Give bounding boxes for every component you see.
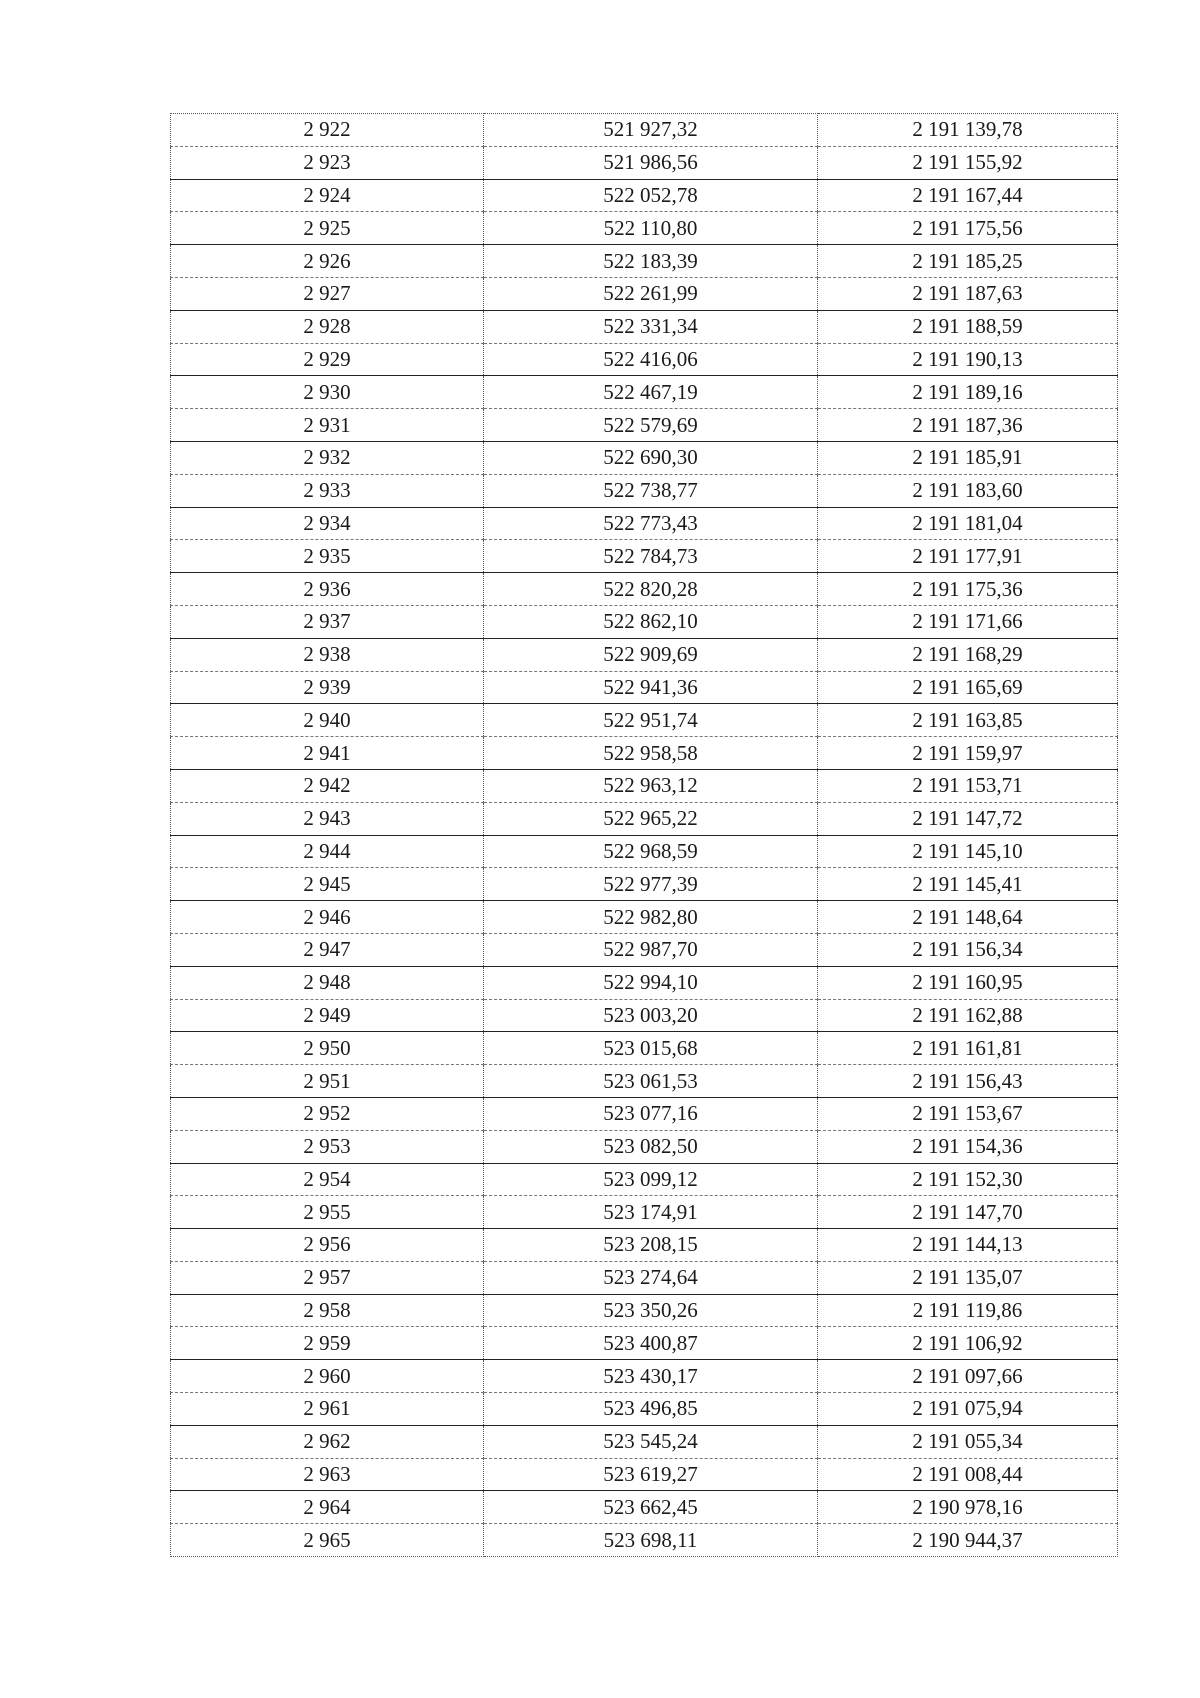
- x-coordinate-cell: 523 274,64: [484, 1261, 818, 1294]
- point-number-cell: 2 952: [171, 1097, 484, 1130]
- table-row: [171, 409, 1118, 442]
- point-number-cell: 2 929: [171, 343, 484, 376]
- point-number-cell: 2 964: [171, 1491, 484, 1524]
- y-coordinate-cell: 2 191 185,25: [818, 245, 1118, 278]
- y-coordinate-cell: 2 191 159,97: [818, 737, 1118, 770]
- x-coordinate-cell: 522 773,43: [484, 507, 818, 540]
- y-coordinate-cell: 2 191 189,16: [818, 376, 1118, 409]
- x-coordinate-cell: 522 941,36: [484, 671, 818, 704]
- x-coordinate-cell: 522 331,34: [484, 310, 818, 343]
- table-row: [171, 1327, 1118, 1360]
- table-row: [171, 441, 1118, 474]
- x-coordinate-cell: 523 619,27: [484, 1458, 818, 1491]
- y-coordinate-cell: 2 191 175,56: [818, 212, 1118, 245]
- y-coordinate-cell: 2 191 187,36: [818, 409, 1118, 442]
- table-row: [171, 605, 1118, 638]
- table-row: [171, 1130, 1118, 1163]
- point-number-cell: 2 927: [171, 277, 484, 310]
- table-row: [171, 277, 1118, 310]
- x-coordinate-cell: 521 986,56: [484, 146, 818, 179]
- y-coordinate-cell: 2 191 147,72: [818, 802, 1118, 835]
- y-coordinate-cell: 2 191 135,07: [818, 1261, 1118, 1294]
- x-coordinate-cell: 522 963,12: [484, 769, 818, 802]
- table-row: [171, 802, 1118, 835]
- table-row: [171, 1491, 1118, 1524]
- point-number-cell: 2 924: [171, 179, 484, 212]
- x-coordinate-cell: 522 467,19: [484, 376, 818, 409]
- point-number-cell: 2 946: [171, 901, 484, 934]
- table-row: [171, 1065, 1118, 1098]
- x-coordinate-cell: 523 015,68: [484, 1032, 818, 1065]
- point-number-cell: 2 947: [171, 933, 484, 966]
- table-row: [171, 671, 1118, 704]
- point-number-cell: 2 950: [171, 1032, 484, 1065]
- y-coordinate-cell: 2 191 155,92: [818, 146, 1118, 179]
- x-coordinate-cell: 522 951,74: [484, 704, 818, 737]
- y-coordinate-cell: 2 191 161,81: [818, 1032, 1118, 1065]
- x-coordinate-cell: 522 977,39: [484, 868, 818, 901]
- point-number-cell: 2 961: [171, 1393, 484, 1426]
- point-number-cell: 2 937: [171, 605, 484, 638]
- point-number-cell: 2 925: [171, 212, 484, 245]
- point-number-cell: 2 959: [171, 1327, 484, 1360]
- y-coordinate-cell: 2 191 156,43: [818, 1065, 1118, 1098]
- table-row: [171, 179, 1118, 212]
- table-row: [171, 769, 1118, 802]
- x-coordinate-cell: 523 430,17: [484, 1360, 818, 1393]
- x-coordinate-cell: 523 174,91: [484, 1196, 818, 1229]
- y-coordinate-cell: 2 191 145,41: [818, 868, 1118, 901]
- point-number-cell: 2 930: [171, 376, 484, 409]
- x-coordinate-cell: 522 784,73: [484, 540, 818, 573]
- table-row: [171, 966, 1118, 999]
- point-number-cell: 2 956: [171, 1229, 484, 1262]
- y-coordinate-cell: 2 191 175,36: [818, 573, 1118, 606]
- table-row: [171, 1261, 1118, 1294]
- table-row: [171, 343, 1118, 376]
- point-number-cell: 2 954: [171, 1163, 484, 1196]
- table-row: [171, 540, 1118, 573]
- table-row: [171, 737, 1118, 770]
- point-number-cell: 2 965: [171, 1524, 484, 1557]
- y-coordinate-cell: 2 191 160,95: [818, 966, 1118, 999]
- table-row: [171, 245, 1118, 278]
- y-coordinate-cell: 2 191 163,85: [818, 704, 1118, 737]
- point-number-cell: 2 957: [171, 1261, 484, 1294]
- x-coordinate-cell: 522 579,69: [484, 409, 818, 442]
- y-coordinate-cell: 2 191 147,70: [818, 1196, 1118, 1229]
- x-coordinate-cell: 522 987,70: [484, 933, 818, 966]
- y-coordinate-cell: 2 191 171,66: [818, 605, 1118, 638]
- point-number-cell: 2 922: [171, 114, 484, 147]
- table-row: [171, 1032, 1118, 1065]
- x-coordinate-cell: 522 261,99: [484, 277, 818, 310]
- y-coordinate-cell: 2 191 139,78: [818, 114, 1118, 147]
- table-row: [171, 114, 1118, 147]
- y-coordinate-cell: 2 191 156,34: [818, 933, 1118, 966]
- table-row: [171, 474, 1118, 507]
- x-coordinate-cell: 523 698,11: [484, 1524, 818, 1557]
- table-row: [171, 1196, 1118, 1229]
- table-row: [171, 1524, 1118, 1557]
- table-row: [171, 999, 1118, 1032]
- y-coordinate-cell: 2 191 190,13: [818, 343, 1118, 376]
- point-number-cell: 2 945: [171, 868, 484, 901]
- x-coordinate-cell: 523 003,20: [484, 999, 818, 1032]
- y-coordinate-cell: 2 191 153,67: [818, 1097, 1118, 1130]
- point-number-cell: 2 953: [171, 1130, 484, 1163]
- coordinates-table-body: [171, 114, 1118, 1557]
- y-coordinate-cell: 2 191 165,69: [818, 671, 1118, 704]
- x-coordinate-cell: 523 208,15: [484, 1229, 818, 1262]
- x-coordinate-cell: 522 958,58: [484, 737, 818, 770]
- y-coordinate-cell: 2 191 097,66: [818, 1360, 1118, 1393]
- point-number-cell: 2 935: [171, 540, 484, 573]
- x-coordinate-cell: 522 994,10: [484, 966, 818, 999]
- point-number-cell: 2 936: [171, 573, 484, 606]
- x-coordinate-cell: 523 496,85: [484, 1393, 818, 1426]
- y-coordinate-cell: 2 191 008,44: [818, 1458, 1118, 1491]
- y-coordinate-cell: 2 191 148,64: [818, 901, 1118, 934]
- table-row: [171, 704, 1118, 737]
- coordinates-table: [170, 113, 1118, 1557]
- y-coordinate-cell: 2 191 153,71: [818, 769, 1118, 802]
- x-coordinate-cell: 522 110,80: [484, 212, 818, 245]
- x-coordinate-cell: 522 690,30: [484, 441, 818, 474]
- table-row: [171, 1229, 1118, 1262]
- table-row: [171, 1360, 1118, 1393]
- point-number-cell: 2 948: [171, 966, 484, 999]
- point-number-cell: 2 962: [171, 1425, 484, 1458]
- x-coordinate-cell: 522 052,78: [484, 179, 818, 212]
- y-coordinate-cell: 2 191 152,30: [818, 1163, 1118, 1196]
- y-coordinate-cell: 2 190 978,16: [818, 1491, 1118, 1524]
- x-coordinate-cell: 522 416,06: [484, 343, 818, 376]
- point-number-cell: 2 939: [171, 671, 484, 704]
- table-row: [171, 1097, 1118, 1130]
- table-row: [171, 310, 1118, 343]
- y-coordinate-cell: 2 191 188,59: [818, 310, 1118, 343]
- point-number-cell: 2 958: [171, 1294, 484, 1327]
- point-number-cell: 2 926: [171, 245, 484, 278]
- y-coordinate-cell: 2 191 055,34: [818, 1425, 1118, 1458]
- point-number-cell: 2 942: [171, 769, 484, 802]
- table-row: [171, 835, 1118, 868]
- y-coordinate-cell: 2 191 167,44: [818, 179, 1118, 212]
- y-coordinate-cell: 2 191 168,29: [818, 638, 1118, 671]
- table-row: [171, 507, 1118, 540]
- x-coordinate-cell: 523 400,87: [484, 1327, 818, 1360]
- x-coordinate-cell: 522 982,80: [484, 901, 818, 934]
- y-coordinate-cell: 2 191 119,86: [818, 1294, 1118, 1327]
- y-coordinate-cell: 2 191 145,10: [818, 835, 1118, 868]
- y-coordinate-cell: 2 191 177,91: [818, 540, 1118, 573]
- x-coordinate-cell: 523 545,24: [484, 1425, 818, 1458]
- point-number-cell: 2 940: [171, 704, 484, 737]
- table-row: [171, 638, 1118, 671]
- point-number-cell: 2 949: [171, 999, 484, 1032]
- point-number-cell: 2 944: [171, 835, 484, 868]
- x-coordinate-cell: 521 927,32: [484, 114, 818, 147]
- table-row: [171, 1163, 1118, 1196]
- table-row: [171, 146, 1118, 179]
- y-coordinate-cell: 2 191 185,91: [818, 441, 1118, 474]
- x-coordinate-cell: 522 965,22: [484, 802, 818, 835]
- x-coordinate-cell: 522 968,59: [484, 835, 818, 868]
- y-coordinate-cell: 2 191 183,60: [818, 474, 1118, 507]
- point-number-cell: 2 928: [171, 310, 484, 343]
- table-row: [171, 212, 1118, 245]
- x-coordinate-cell: 523 061,53: [484, 1065, 818, 1098]
- point-number-cell: 2 932: [171, 441, 484, 474]
- y-coordinate-cell: 2 190 944,37: [818, 1524, 1118, 1557]
- y-coordinate-cell: 2 191 075,94: [818, 1393, 1118, 1426]
- y-coordinate-cell: 2 191 154,36: [818, 1130, 1118, 1163]
- y-coordinate-cell: 2 191 181,04: [818, 507, 1118, 540]
- x-coordinate-cell: 522 183,39: [484, 245, 818, 278]
- table-row: [171, 933, 1118, 966]
- x-coordinate-cell: 523 662,45: [484, 1491, 818, 1524]
- point-number-cell: 2 923: [171, 146, 484, 179]
- point-number-cell: 2 931: [171, 409, 484, 442]
- y-coordinate-cell: 2 191 162,88: [818, 999, 1118, 1032]
- table-row: [171, 376, 1118, 409]
- table-row: [171, 868, 1118, 901]
- point-number-cell: 2 963: [171, 1458, 484, 1491]
- x-coordinate-cell: 523 077,16: [484, 1097, 818, 1130]
- point-number-cell: 2 960: [171, 1360, 484, 1393]
- table-row: [171, 573, 1118, 606]
- x-coordinate-cell: 522 862,10: [484, 605, 818, 638]
- y-coordinate-cell: 2 191 187,63: [818, 277, 1118, 310]
- x-coordinate-cell: 522 820,28: [484, 573, 818, 606]
- x-coordinate-cell: 522 738,77: [484, 474, 818, 507]
- y-coordinate-cell: 2 191 144,13: [818, 1229, 1118, 1262]
- point-number-cell: 2 951: [171, 1065, 484, 1098]
- x-coordinate-cell: 522 909,69: [484, 638, 818, 671]
- x-coordinate-cell: 523 082,50: [484, 1130, 818, 1163]
- table-row: [171, 1425, 1118, 1458]
- x-coordinate-cell: 523 099,12: [484, 1163, 818, 1196]
- table-row: [171, 1458, 1118, 1491]
- point-number-cell: 2 955: [171, 1196, 484, 1229]
- point-number-cell: 2 934: [171, 507, 484, 540]
- point-number-cell: 2 933: [171, 474, 484, 507]
- point-number-cell: 2 941: [171, 737, 484, 770]
- x-coordinate-cell: 523 350,26: [484, 1294, 818, 1327]
- y-coordinate-cell: 2 191 106,92: [818, 1327, 1118, 1360]
- point-number-cell: 2 938: [171, 638, 484, 671]
- point-number-cell: 2 943: [171, 802, 484, 835]
- table-row: [171, 1294, 1118, 1327]
- table-row: [171, 901, 1118, 934]
- table-row: [171, 1393, 1118, 1426]
